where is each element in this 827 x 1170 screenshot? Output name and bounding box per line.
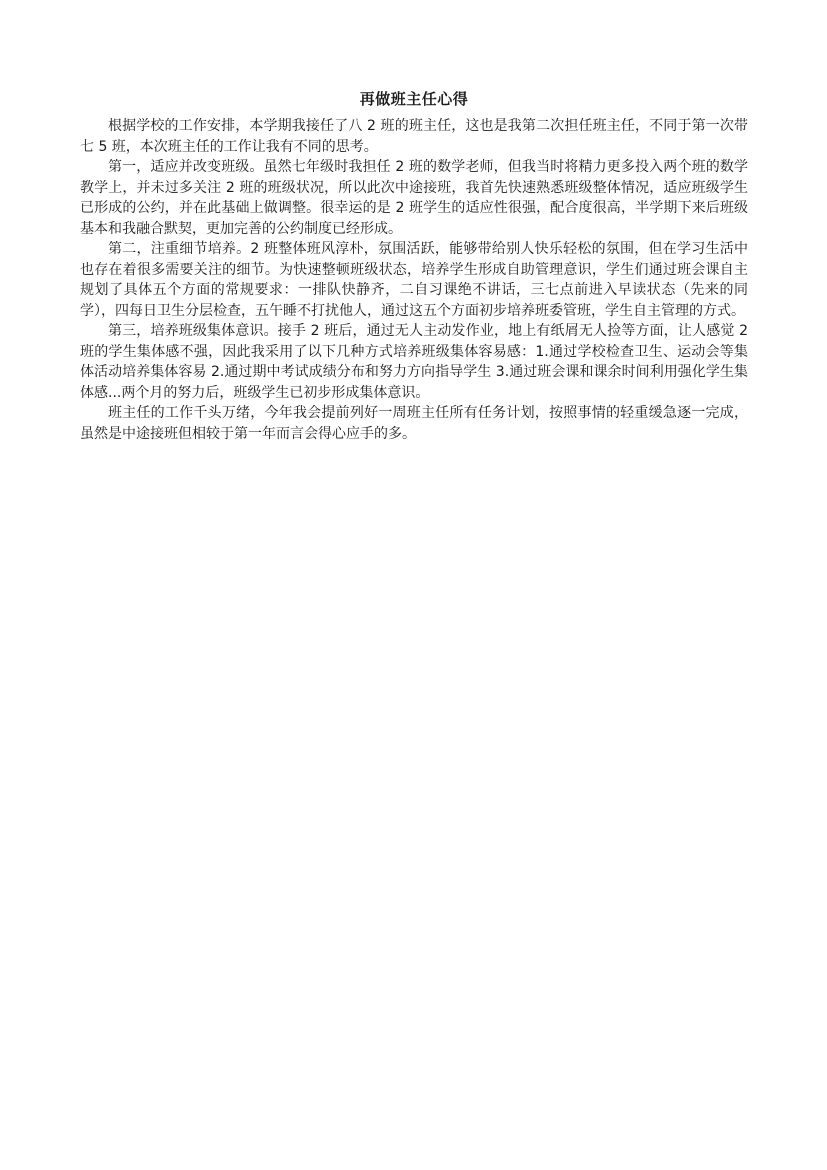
- paragraph-second-point: 第二，注重细节培养。2 班整体班风淳朴，氛围活跃，能够带给别人快乐轻松的氛围，但在学习生活中也存在着很多需要关注的细节。为快速整顿班级状态，培养学生形成自助管理意识，学生们通过班会课自主规划了具体五个方面的常规要求：一排队快静齐，二自习课绝不讲话，三七点前进入早读状态（先来的同学），四每日卫生分层检查，五午睡不打扰他人，通过这五个方面初步培养班委管班，学生自主管理的方式。: [80, 241, 748, 319]
- paragraph-conclusion: 班主任的工作千头万绪，今年我会提前列好一周班主任所有任务计划，按照事情的轻重缓急逐一完成，虽然是中途接班但相较于第一年而言会得心应手的多。: [80, 405, 748, 442]
- paragraph-intro: 根据学校的工作安排，本学期我接任了八 2 班的班主任，这也是我第二次担任班主任，不同于第一次带七 5 班，本次班主任的工作让我有不同的思考。: [80, 118, 748, 155]
- paragraph-third-point: 第三，培养班级集体意识。接手 2 班后，通过无人主动发作业，地上有纸屑无人捡等方面，让人感觉 2 班的学生集体感不强，因此我采用了以下几种方式培养班级集体容易感：1.通过学校检查卫生、运动会等集体活动培养集体容易 2.通过期中考试成绩分布和努力方向指导学生 3.通过班会课和课余时间利用强化学生集体感...两个月的努力后，班级学生已初步形成集体意识。: [80, 323, 748, 401]
- paragraph-first-point: 第一，适应并改变班级。虽然七年级时我担任 2 班的数学老师，但我当时将精力更多投入两个班的数学教学上，并未过多关注 2 班的班级状况，所以此次中途接班，我首先快速熟悉班级整体情况，适应班级学生已形成的公约，并在此基础上做调整。很幸运的是 2 班学生的适应性很强，配合度很高，半学期下来后班级基本和我融合默契，更加完善的公约制度已经形成。: [80, 159, 748, 237]
- document-title: 再做班主任心得: [359, 90, 469, 108]
- document-page: [80, 88, 748, 444]
